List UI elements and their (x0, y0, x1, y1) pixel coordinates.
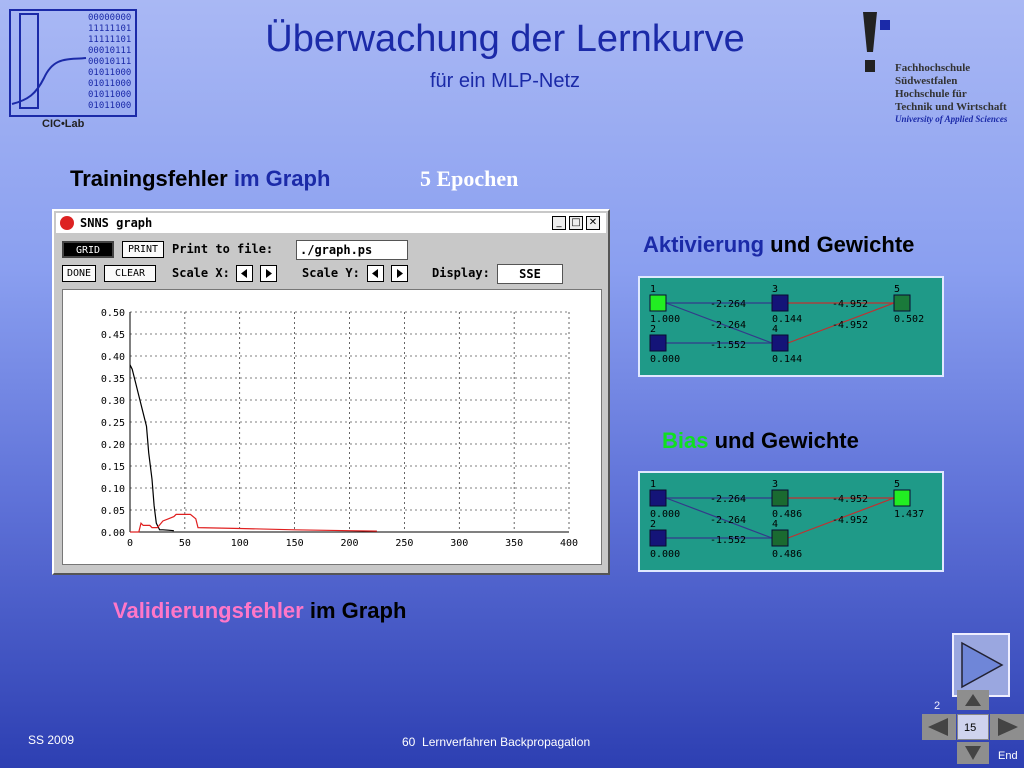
window-title: SNNS graph (80, 216, 153, 230)
heading-bias-accent: Bias (662, 428, 709, 453)
cic-binary-row: 01011000 (88, 90, 132, 100)
series-line-0 (130, 365, 174, 531)
cic-binary-row: 00010111 (88, 57, 132, 67)
network-bias-panel (638, 471, 944, 572)
x-tick-label: 300 (450, 538, 469, 549)
node-id-1: 1 (650, 284, 657, 295)
footer-page-number: 60 (402, 735, 416, 749)
fh-logo (855, 10, 1015, 130)
fh-line-3: Hochschule für (895, 88, 967, 100)
node-5 (894, 490, 910, 506)
node-id-5: 5 (894, 284, 901, 295)
scale-y-right-arrow[interactable] (391, 265, 408, 282)
cic-lab-label: CIC•Lab (42, 118, 85, 130)
node-value-1: 0.000 (650, 509, 681, 520)
window-titlebar[interactable] (56, 213, 606, 233)
footer-topic (402, 735, 590, 749)
snns-graph-window (52, 209, 610, 575)
triangle-right-icon (392, 266, 407, 281)
error-line-chart (63, 290, 601, 564)
y-tick-label: 0.50 (100, 308, 125, 319)
scale-y-label: Scale Y: (302, 266, 360, 280)
snns-app-icon (60, 216, 74, 230)
nav-prev-slide-number[interactable]: 2 (934, 700, 941, 712)
fh-line-4: Technik und Wirtschaft (895, 101, 1007, 113)
play-triangle-icon (954, 635, 1008, 695)
cic-binary-row: 01011000 (88, 101, 132, 111)
nav-down-icon[interactable] (957, 742, 989, 764)
series-line-1 (130, 514, 377, 532)
node-value-5: 0.502 (894, 314, 925, 325)
x-tick-label: 100 (230, 538, 249, 549)
heading-bias-weights (662, 428, 859, 454)
weight-label-w24: -1.552 (709, 340, 747, 351)
triangle-right-icon (261, 266, 276, 281)
y-tick-label: 0.00 (100, 528, 125, 539)
weight-label-w24: -1.552 (709, 535, 747, 546)
weight-label-w14: -2.264 (709, 320, 747, 331)
node-value-2: 0.000 (650, 354, 681, 365)
heading-validation-error (113, 598, 406, 624)
node-2 (650, 530, 666, 546)
slide-title: Überwachung der Lernkurve (265, 18, 745, 60)
network-activation-diagram (640, 278, 942, 375)
clear-button[interactable]: CLEAR (104, 265, 156, 282)
weight-label-w35: -4.952 (831, 299, 869, 310)
y-tick-label: 0.30 (100, 396, 125, 407)
node-id-3: 3 (772, 479, 779, 490)
done-button[interactable]: DONE (62, 265, 96, 282)
y-tick-label: 0.15 (100, 462, 125, 473)
y-tick-label: 0.35 (100, 374, 125, 385)
close-button[interactable]: ✕ (586, 216, 600, 230)
heading-training-strong: Trainingsfehler (70, 166, 228, 191)
nav-end-link[interactable]: End (998, 750, 1018, 762)
node-id-2: 2 (650, 519, 657, 530)
print-button[interactable]: PRINT (122, 241, 164, 258)
node-3 (772, 295, 788, 311)
cic-binary-row: 11111101 (88, 35, 132, 45)
x-tick-label: 150 (285, 538, 304, 549)
node-id-2: 2 (650, 324, 657, 335)
fh-tagline: University of Applied Sciences (895, 114, 1008, 124)
network-activation-panel (638, 276, 944, 377)
y-tick-label: 0.20 (100, 440, 125, 451)
node-value-4: 0.144 (772, 354, 803, 365)
heading-activation-rest: und Gewichte (764, 232, 915, 257)
y-tick-label: 0.05 (100, 506, 125, 517)
y-tick-label: 0.25 (100, 418, 125, 429)
node-id-1: 1 (650, 479, 657, 490)
node-value-1: 1.000 (650, 314, 681, 325)
node-id-5: 5 (894, 479, 901, 490)
x-tick-label: 0 (126, 538, 134, 549)
node-value-3: 0.486 (772, 509, 803, 520)
node-2 (650, 335, 666, 351)
node-id-4: 4 (772, 519, 779, 530)
heading-activation-accent: Aktivierung (643, 232, 765, 257)
node-id-4: 4 (772, 324, 779, 335)
node-1 (650, 490, 666, 506)
node-5 (894, 295, 910, 311)
fh-line-2: Südwestfalen (895, 75, 958, 87)
heading-activation-weights (643, 232, 914, 258)
cic-binary-row: 11111101 (88, 24, 132, 34)
node-value-5: 1.437 (894, 509, 925, 520)
heading-validation-rest: im Graph (303, 598, 407, 623)
heading-training-rest: im Graph (227, 166, 331, 191)
x-tick-label: 50 (178, 538, 191, 549)
fh-line-1: Fachhochschule (895, 62, 971, 74)
cic-binary-row: 00000000 (88, 13, 132, 23)
minimize-button[interactable]: _ (552, 216, 566, 230)
heading-validation-accent: Validierungsfehler (113, 598, 304, 623)
y-tick-label: 0.45 (100, 330, 125, 341)
print-file-input[interactable]: ./graph.ps (296, 240, 408, 260)
node-4 (772, 530, 788, 546)
scale-x-left-arrow[interactable] (236, 265, 253, 282)
heading-bias-rest: und Gewichte (708, 428, 859, 453)
weight-label-w14: -2.264 (709, 515, 747, 526)
weight-label-w35: -4.952 (831, 494, 869, 505)
x-tick-label: 350 (505, 538, 524, 549)
cic-binary-row: 01011000 (88, 79, 132, 89)
grid-button[interactable]: GRID (62, 241, 114, 258)
node-value-2: 0.000 (650, 549, 681, 560)
slide-subtitle: für ein MLP-Netz (429, 70, 581, 92)
weight-label-w45: -4.952 (831, 320, 869, 331)
node-value-3: 0.144 (772, 314, 803, 325)
x-tick-label: 250 (395, 538, 414, 549)
network-bias-diagram (640, 473, 942, 570)
scale-y-left-arrow[interactable] (367, 265, 384, 282)
scale-x-label: Scale X: (172, 266, 230, 280)
x-tick-label: 400 (559, 538, 579, 549)
node-value-4: 0.486 (772, 549, 803, 560)
display-select[interactable]: SSE (497, 264, 563, 284)
cic-binary-row: 00010111 (88, 46, 132, 56)
weight-label-w13: -2.264 (709, 494, 747, 505)
nav-next-icon[interactable] (990, 714, 1024, 740)
y-tick-label: 0.40 (100, 352, 125, 363)
x-tick-label: 200 (340, 538, 359, 549)
print-to-file-label: Print to file: (172, 242, 274, 256)
weight-label-w13: -2.264 (709, 299, 747, 310)
y-tick-label: 0.10 (100, 484, 125, 495)
node-4 (772, 335, 788, 351)
cic-binary-row: 01011000 (88, 68, 132, 78)
display-label: Display: (432, 266, 490, 280)
node-1 (650, 295, 666, 311)
weight-label-w45: -4.952 (831, 515, 869, 526)
footer-topic-text: Lernverfahren Backpropagation (422, 735, 591, 749)
maximize-button[interactable]: □ (569, 216, 583, 230)
heading-epochs-overlay: 5 Epochen (420, 166, 519, 191)
nav-play-button[interactable] (952, 633, 1010, 697)
footer-term: SS 2009 (28, 733, 75, 747)
scale-x-right-arrow[interactable] (260, 265, 277, 282)
fh-exclamation-icon (855, 10, 895, 74)
nav-prev-icon[interactable] (922, 714, 956, 740)
node-id-3: 3 (772, 284, 779, 295)
heading-training-error (70, 166, 330, 192)
nav-current-number: 15 (964, 722, 977, 734)
error-plot-area (62, 289, 602, 565)
triangle-left-icon (368, 266, 383, 281)
node-3 (772, 490, 788, 506)
triangle-left-icon (237, 266, 252, 281)
nav-up-icon[interactable] (957, 690, 989, 710)
cic-lab-logo (8, 8, 138, 130)
